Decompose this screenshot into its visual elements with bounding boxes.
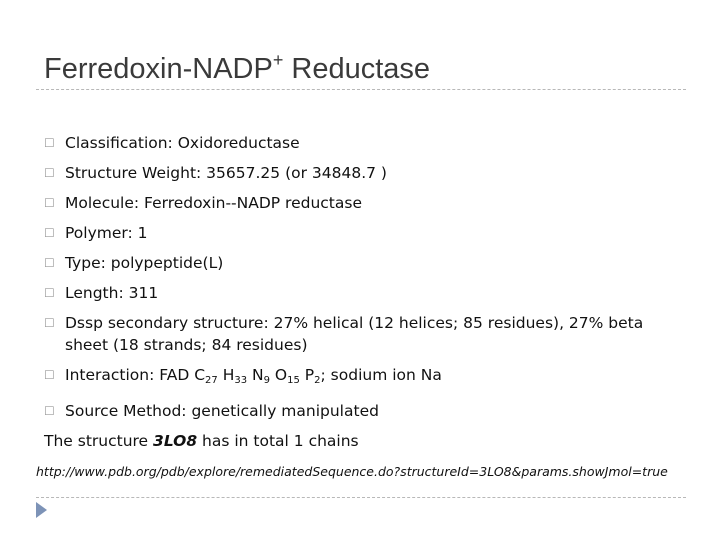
- checkbox-square-icon: ☐: [44, 226, 55, 240]
- closing-line: [44, 426, 684, 456]
- closing-before: The structure: [44, 432, 154, 450]
- bullet-list: [44, 128, 684, 456]
- hydrogen-symbol: H: [217, 366, 235, 384]
- bullet-classification: [44, 128, 684, 158]
- bullet-text: [65, 360, 442, 396]
- checkbox-square-icon: ☐: [44, 316, 55, 330]
- bullet-text: Source Method: genetically manipulated: [65, 402, 379, 420]
- nitrogen-symbol: N: [247, 366, 264, 384]
- title-main: Ferredoxin-NADP: [44, 53, 273, 85]
- bullet-dssp: [44, 308, 684, 360]
- bullet-text: Dssp secondary structure: 27% helical (12 helices; 85 residues), 27% beta sheet (18 strands; 84 residues): [65, 314, 644, 354]
- bullet-text: Structure Weight: 35657.25 (or 34848.7 ): [65, 164, 387, 182]
- formula-prefix: Interaction: FAD C: [65, 366, 206, 384]
- title-tail: Reductase: [283, 53, 431, 85]
- phosphorus-count: 2: [314, 375, 321, 386]
- bullet-length: [44, 278, 684, 308]
- checkbox-square-icon: ☐: [44, 404, 55, 418]
- title-superscript: +: [272, 50, 284, 70]
- bullet-structure-weight: [44, 158, 684, 188]
- bullet-polymer: [44, 218, 684, 248]
- bullet-text: Molecule: Ferredoxin--NADP reductase: [65, 194, 362, 212]
- bullet-text: Type: polypeptide(L): [65, 254, 224, 272]
- checkbox-square-icon: ☐: [44, 368, 55, 382]
- checkbox-square-icon: ☐: [44, 136, 55, 150]
- bullet-molecule: [44, 188, 684, 218]
- oxygen-count: 15: [287, 375, 300, 386]
- pdb-source-link[interactable]: http://www.pdb.org/pdb/explore/remediatedSequence.do?structureId=3LO8&params.showJmol=true: [36, 464, 668, 479]
- checkbox-square-icon: ☐: [44, 256, 55, 270]
- slide-title: [44, 50, 430, 86]
- play-arrow-icon: [36, 502, 47, 518]
- bullet-type: [44, 248, 684, 278]
- nitrogen-count: 9: [263, 375, 270, 386]
- checkbox-square-icon: ☐: [44, 196, 55, 210]
- carbon-count: 27: [205, 375, 218, 386]
- bullet-interaction: [44, 360, 684, 396]
- oxygen-symbol: O: [270, 366, 288, 384]
- checkbox-square-icon: ☐: [44, 286, 55, 300]
- bullet-text: Length: 311: [65, 284, 159, 302]
- phosphorus-symbol: P: [299, 366, 315, 384]
- top-divider: [36, 89, 686, 90]
- closing-after: has in total 1 chains: [197, 432, 359, 450]
- bottom-divider: [36, 497, 686, 498]
- hydrogen-count: 33: [234, 375, 248, 386]
- formula-suffix: ; sodium ion Na: [320, 366, 442, 384]
- structure-code: 3LO8: [153, 432, 198, 450]
- checkbox-square-icon: ☐: [44, 166, 55, 180]
- bullet-text: Classification: Oxidoreductase: [65, 134, 300, 152]
- bullet-text: Polymer: 1: [65, 224, 148, 242]
- bullet-source-method: [44, 396, 684, 426]
